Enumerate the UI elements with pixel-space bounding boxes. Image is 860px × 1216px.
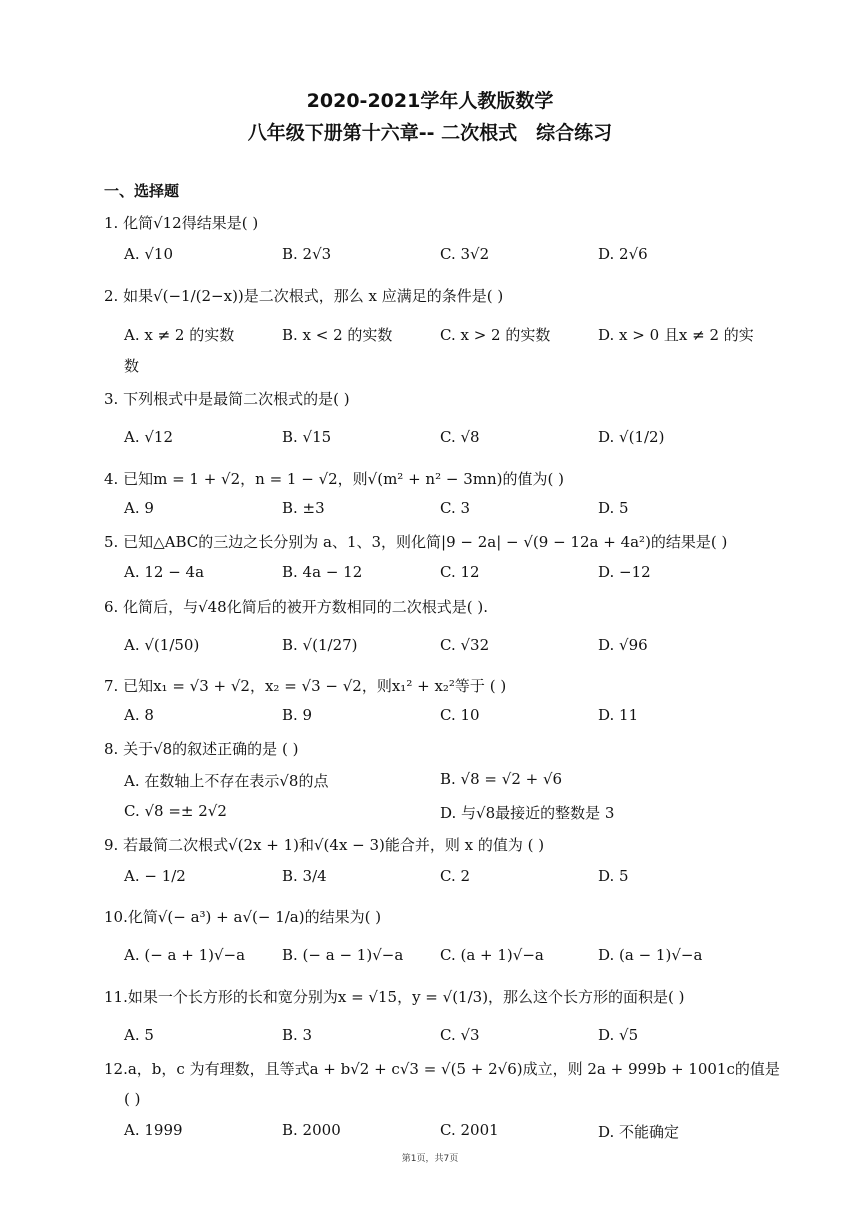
question-11: 11.如果一个长方形的长和宽分别为x = √15，y = √(1/3)，那么这个长方形的面积是( ) xyxy=(104,988,685,1006)
document-title-line1: 2020-2021学年人教版数学 xyxy=(306,90,554,112)
q5-option-c: C. 12 xyxy=(440,563,480,581)
question-7: 7. 已知x₁ = √3 + √2，x₂ = √3 − √2，则x₁² + x₂²等于 ( ) xyxy=(104,677,507,695)
question-10: 10.化简√(− a³) + a√(− 1/a)的结果为( ) xyxy=(104,908,382,926)
q12-option-b: B. 2000 xyxy=(282,1121,341,1139)
q8-option-a: A. 在数轴上不存在表示√8的点 xyxy=(124,772,329,790)
q6-option-a: A. √(1/50) xyxy=(124,636,200,654)
question-9: 9. 若最简二次根式√(2x + 1)和√(4x − 3)能合并，则 x 的值为 ( ) xyxy=(104,836,545,854)
question-5: 5. 已知△ABC的三边之长分别为 a、1、3，则化简|9 − 2a| − √(9 − 12a + 4a²)的结果是( ) xyxy=(104,533,728,551)
q2-option-d-wrap: 数 xyxy=(124,357,140,375)
q7-option-d: D. 11 xyxy=(598,706,639,724)
q10-option-a: A. (− a + 1)√−a xyxy=(124,946,246,964)
q12-option-c: C. 2001 xyxy=(440,1121,499,1139)
q6-option-c: C. √32 xyxy=(440,636,490,654)
q4-option-c: C. 3 xyxy=(440,499,471,517)
q1-option-d: D. 2√6 xyxy=(598,245,648,263)
question-8: 8. 关于√8的叙述正确的是 ( ) xyxy=(104,740,299,758)
document-title-line2: 八年级下册第十六章-- 二次根式 综合练习 xyxy=(247,122,613,144)
question-6: 6. 化简后，与√48化简后的被开方数相同的二次根式是( ). xyxy=(104,598,488,616)
q5-option-a: A. 12 − 4a xyxy=(124,563,205,581)
q7-option-c: C. 10 xyxy=(440,706,480,724)
question-12: 12.a，b，c 为有理数，且等式a + b√2 + c√3 = √(5 + 2√6)成立，则 2a + 999b + 1001c的值是 xyxy=(104,1060,780,1078)
q10-option-d: D. (a − 1)√−a xyxy=(598,946,703,964)
q11-option-b: B. 3 xyxy=(282,1026,313,1044)
q4-option-a: A. 9 xyxy=(124,499,154,517)
q9-option-c: C. 2 xyxy=(440,867,471,885)
question-1: 1. 化简√12得结果是( ) xyxy=(104,214,259,232)
question-3: 3. 下列根式中是最简二次根式的是( ) xyxy=(104,390,350,408)
page-footer: 第1页，共7页 xyxy=(401,1154,459,1164)
q3-option-b: B. √15 xyxy=(282,428,332,446)
q8-option-d: D. 与√8最接近的整数是 3 xyxy=(440,804,615,822)
q3-option-a: A. √12 xyxy=(124,428,174,446)
q10-option-c: C. (a + 1)√−a xyxy=(440,946,544,964)
q6-option-d: D. √96 xyxy=(598,636,648,654)
q8-option-b: B. √8 = √2 + √6 xyxy=(440,770,563,788)
q5-option-d: D. −12 xyxy=(598,563,651,581)
q10-option-b: B. (− a − 1)√−a xyxy=(282,946,404,964)
q11-option-a: A. 5 xyxy=(124,1026,154,1044)
q6-option-b: B. √(1/27) xyxy=(282,636,358,654)
q12-option-a: A. 1999 xyxy=(124,1121,183,1139)
q9-option-d: D. 5 xyxy=(598,867,629,885)
q9-option-a: A. − 1/2 xyxy=(124,867,186,885)
q4-option-b: B. ±3 xyxy=(282,499,325,517)
q9-option-b: B. 3/4 xyxy=(282,867,327,885)
q5-option-b: B. 4a − 12 xyxy=(282,563,363,581)
question-12-blank: ( ) xyxy=(124,1090,141,1108)
q11-option-d: D. √5 xyxy=(598,1026,639,1044)
q1-option-a: A. √10 xyxy=(124,245,174,263)
q1-option-c: C. 3√2 xyxy=(440,245,490,263)
q3-option-d: D. √(1/2) xyxy=(598,428,665,446)
q2-option-a: A. x ≠ 2 的实数 xyxy=(124,326,235,344)
q11-option-c: C. √3 xyxy=(440,1026,480,1044)
q7-option-b: B. 9 xyxy=(282,706,313,724)
q3-option-c: C. √8 xyxy=(440,428,480,446)
q1-option-b: B. 2√3 xyxy=(282,245,332,263)
q12-option-d: D. 不能确定 xyxy=(598,1123,680,1141)
q7-option-a: A. 8 xyxy=(124,706,154,724)
question-4: 4. 已知m = 1 + √2，n = 1 − √2，则√(m² + n² − 3mn)的值为( ) xyxy=(104,470,564,488)
q2-option-c: C. x > 2 的实数 xyxy=(440,326,551,344)
q4-option-d: D. 5 xyxy=(598,499,629,517)
section-heading: 一、选择题 xyxy=(104,182,180,200)
question-2: 2. 如果√(−1/(2−x))是二次根式，那么 x 应满足的条件是( ) xyxy=(104,287,504,305)
q8-option-c: C. √8 =± 2√2 xyxy=(124,802,227,820)
q2-option-b: B. x < 2 的实数 xyxy=(282,326,393,344)
q2-option-d: D. x > 0 且x ≠ 2 的实 xyxy=(598,326,754,344)
